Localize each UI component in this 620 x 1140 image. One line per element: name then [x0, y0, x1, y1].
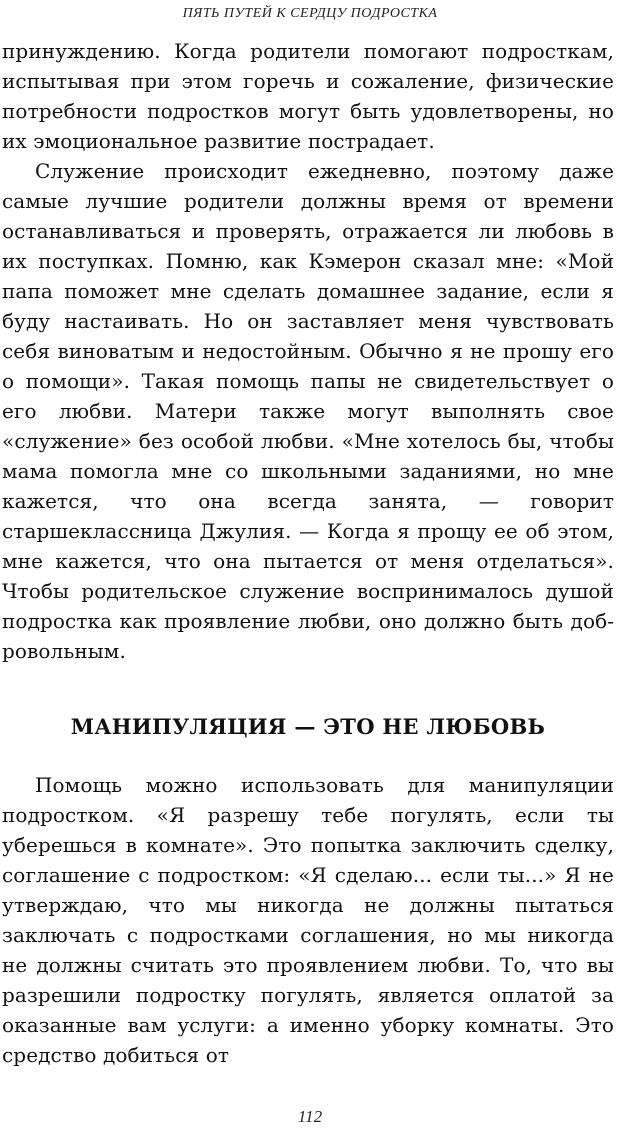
page-number: 112 — [297, 1107, 323, 1126]
paragraph-service: Служение происходит ежедневно, поэтому даже самые лучшие родители должны время от времени останавливаться и проверять, отражается ли любовь в их поступках. Помню, как Кэмерон сказал мне: «Мой папа поможет мне сделать домашнее задание, если я буду настаивать. Но он заставляет меня чувствовать себя виноватым и недостойным. Обычно я не прошу его о помощи». Такая помощь папы не свидетельствует о его любви. Матери также могут выполнять свое «служение» без особой любви. «Мне хотелось бы, чтобы мама помогла мне со школьными заданиями, но мне кажется, что она всегда занята, — говорит старшеклассница Джулия. — Когда я прощу ее об этом, мне кажется, что она пытается от меня отделаться». Чтобы родительское служение воспринималось душой подростка как проявление любви, оно должно быть добровольным. — [2, 159, 614, 663]
page-body — [2, 36, 614, 1070]
paragraph-continued: принуждению. Когда родители помогают подросткам, испытывая при этом горечь и сожаление, физические потребности подростков могут быть удовлетворены, но их эмоциональное развитие пострадает. — [2, 39, 614, 153]
paragraph-manipulation: Помощь можно использовать для манипуляции подростком. «Я разрешу тебе погулять, если ты уберешься в комнате». Это попытка заключить сделку, соглашение с подростком: «Я сделаю... если ты...» Я не утверждаю, что мы никогда не должны пытаться заключать с подростками соглашения, но мы никогда не должны считать это проявлением любви. То, что вы разрешили подростку погулять, является оплатой за оказанные вам услуги: а именно уборку комнаты. Это средство добиться от — [2, 773, 614, 1067]
section-heading: МАНИПУЛЯЦИЯ — ЭТО НЕ ЛЮБОВЬ — [70, 714, 546, 739]
running-header: ПЯТЬ ПУТЕЙ К СЕРДЦУ ПОДРОСТКА — [182, 6, 438, 21]
